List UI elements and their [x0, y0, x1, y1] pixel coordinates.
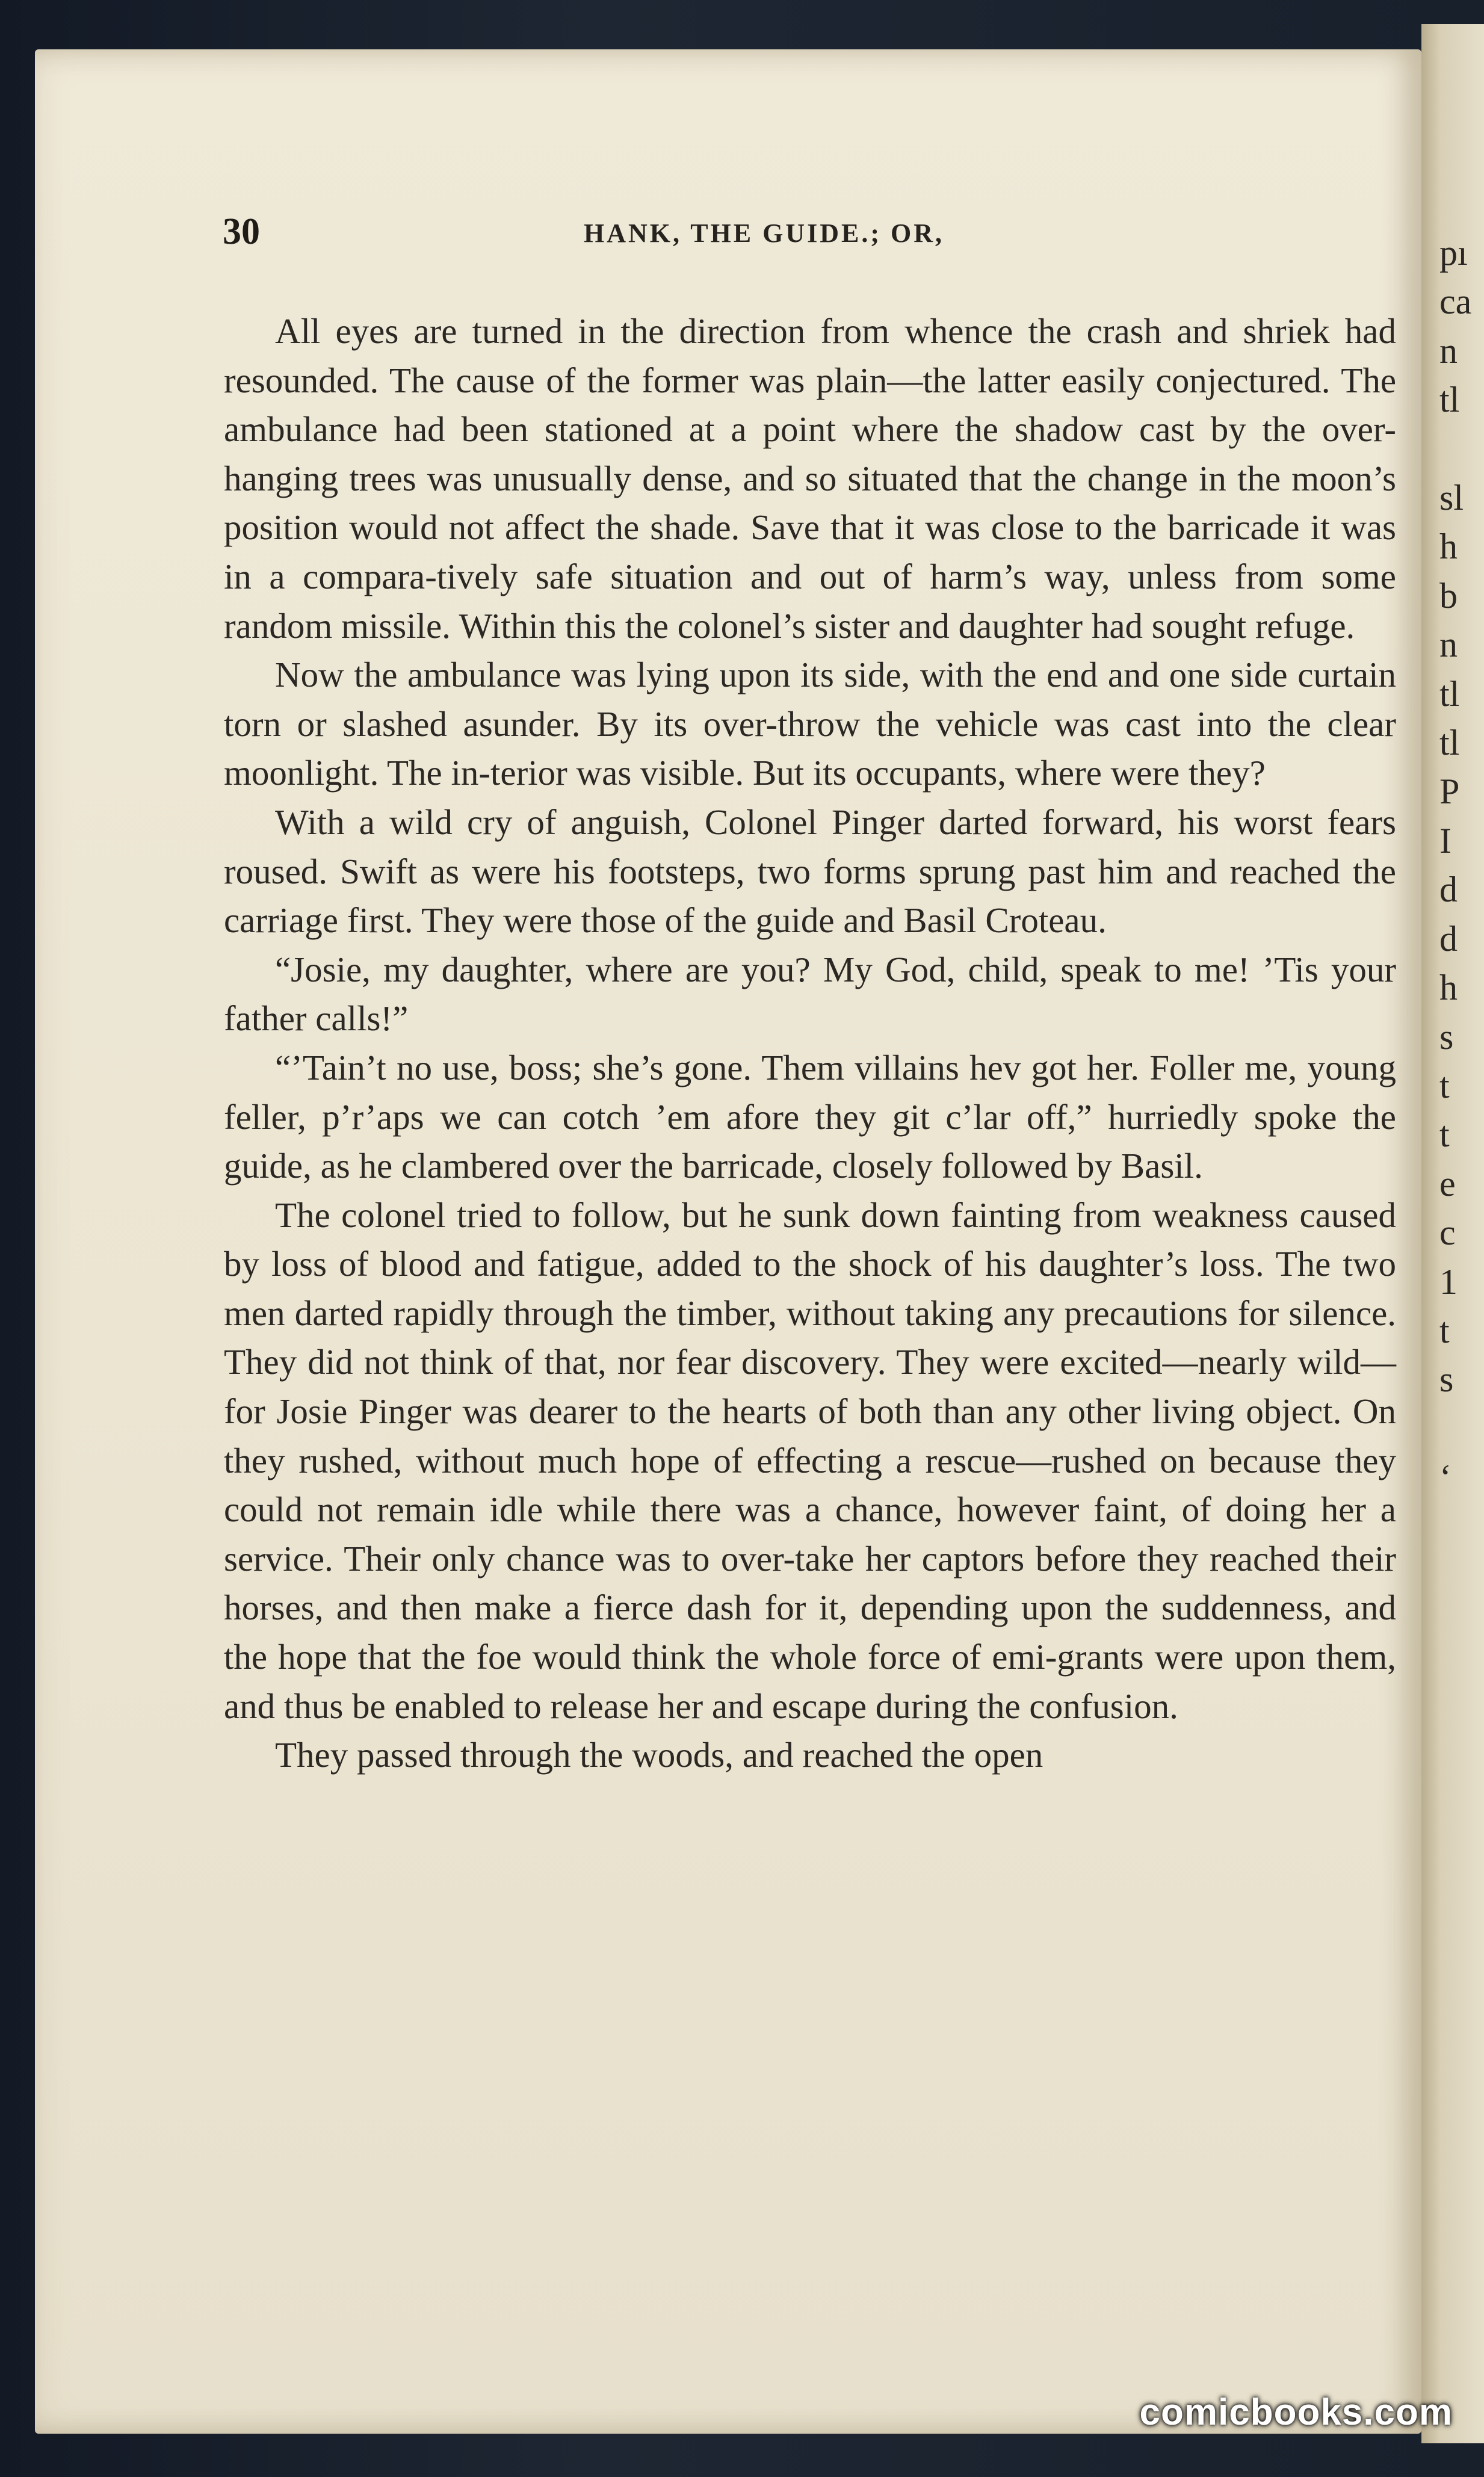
paragraph: All eyes are turned in the direction from whence the crash and shriek had resounded. The cause of the former was plain—the latter easily conjectured. The ambulance had been stationed at a point where the shadow cast by the over-hanging trees was unusually dense, and so situated that the change in the moon’s position would not affect the shade. Save that it was close to the barricade it was in a compara-tively safe situation and out of harm’s way, unless from some random missile. Within this the colonel’s sister and daughter had sought refuge. [224, 311, 1396, 646]
facing-page-edge [1421, 24, 1484, 2443]
paragraph: “’Tain’t no use, boss; she’s gone. Them villains hev got her. Foller me, young feller, p’r’aps we can cotch ’em afore they git c’lar off,” hurriedly spoke the guide, as he clambered over the barricade, closely followed by Basil. [224, 1047, 1396, 1186]
paragraph: “Josie, my daughter, where are you? My God, child, speak to me! ’Tis your father calls!” [224, 949, 1396, 1039]
paragraph: With a wild cry of anguish, Colonel Pinger darted forward, his worst fears roused. Swift as were his footsteps, two forms sprung past him and reached the carriage first. They were those of the guide and Basil Croteau. [224, 802, 1396, 941]
source-watermark: comicbooks.com [1139, 2392, 1453, 2433]
running-title: HANK, THE GUIDE.; OR, [584, 218, 945, 248]
body-text [224, 307, 1396, 1780]
paragraph: Now the ambulance was lying upon its side, with the end and one side curtain torn or slashed asunder. By its over-throw the vehicle was cast into the clear moonlight. The in-terior was visible. But its occupants, where were they? [224, 655, 1396, 793]
facing-page-fragment-text: pı ca n tl sl h b n tl tl P I d d h s t t e c 1 t s ‘ [1439, 233, 1472, 1498]
page-number: 30 [223, 211, 260, 252]
paragraph: They passed through the woods, and reached the open [275, 1735, 1043, 1775]
running-head [223, 211, 1402, 259]
paragraph: The colonel tried to follow, but he sunk down fainting from weakness caused by loss of blood and fatigue, added to the shock of his daughter’s loss. The two men darted rapidly through the timber, without taking any precautions for silence. They did not think of that, nor fear discovery. They were excited—nearly wild—for Josie Pinger was dearer to the hearts of both than any other living object. On they rushed, without much hope of effecting a rescue—rushed on because they could not remain idle while there was a chance, however faint, of doing her a service. Their only chance was to over-take her captors before they reached their horses, and then make a fierce dash for it, depending upon the suddenness, and the hope that the foe would think the whole force of emi-grants were upon them, and thus be enabled to release her and escape during the confusion. [224, 1195, 1396, 1726]
